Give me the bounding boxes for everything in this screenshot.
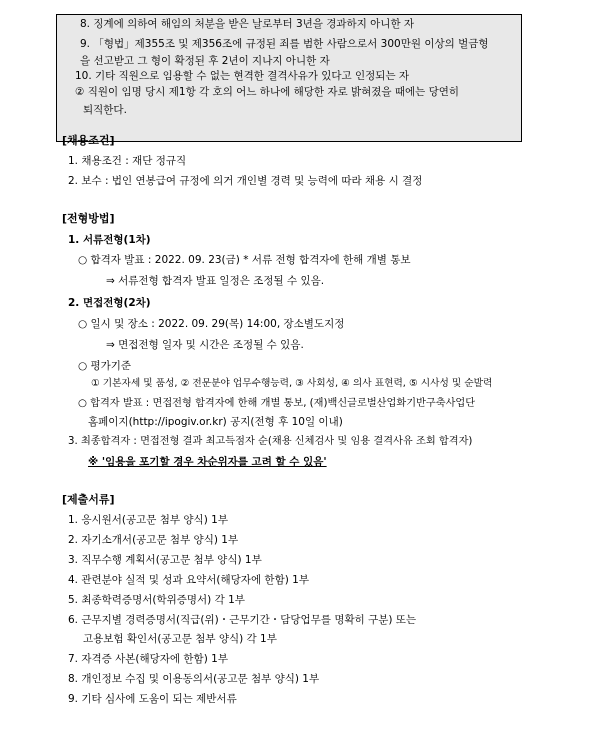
disqualification-note: ② 직원이 임명 당시 제1항 각 호의 어느 하나에 해당한 자로 밝혀졌을 때에는 당연히: [75, 86, 460, 98]
document-item-cont: 고용보험 확인서(공고문 첨부 양식) 각 1부: [83, 633, 277, 645]
employment-condition-item: 1. 채용조건 : 재단 정규직: [68, 155, 187, 167]
document-item: 3. 직무수행 계획서(공고문 첨부 양식) 1부: [68, 554, 262, 566]
document-item: 5. 최종학력증명서(학위증명서) 각 1부: [68, 594, 245, 606]
document-item: 1. 응시원서(공고문 첨부 양식) 1부: [68, 514, 228, 526]
selection-method-heading: [전형방법]: [62, 212, 115, 225]
final-candidate: 3. 최종합격자 : 면접전형 결과 최고득점자 순(채용 신체검사 및 임용 결격사유 조회 합격자): [68, 436, 473, 447]
interview-title: 2. 면접전형(2차): [68, 297, 151, 309]
disqualification-item-9: 9. 「형법」제355조 및 제356조에 규정된 죄를 범한 사람으로서 300만원 이상의 벌금형: [80, 38, 489, 50]
disqualification-note-cont: 퇴직한다.: [83, 104, 127, 116]
interview-schedule: ○ 일시 및 장소 : 2022. 09. 29(목) 14:00, 장소별도지정: [78, 318, 345, 330]
salary-item: 2. 보수 : 법인 연봉급여 규정에 의거 개인별 경력 및 능력에 따라 채용 시 결정: [68, 175, 423, 187]
evaluation-criteria-list: ① 기본자세 및 품성, ② 전문분야 업무수행능력, ③ 사회성, ④ 의사 표현력, ⑤ 시사성 및 순발력: [91, 378, 493, 389]
document-item: 9. 기타 심사에 도움이 되는 제반서류: [68, 693, 237, 705]
interview-result-cont: 홈페이지(http://ipogiv.or.kr) 공지(전형 후 10일 이내): [88, 416, 343, 428]
disqualification-item-10: 10. 기타 직원으로 임용할 수 없는 현격한 결격사유가 있다고 인정되는 자: [75, 70, 410, 82]
disqualification-item-8: 8. 징계에 의하여 해임의 처분을 받은 날로부터 3년을 경과하지 아니한 자: [80, 18, 415, 30]
document-screening-note: ⇒ 서류전형 합격자 발표 일정은 조정될 수 있음.: [106, 275, 325, 287]
employment-conditions-heading: [채용조건]: [62, 134, 115, 147]
document-item: 8. 개인정보 수집 및 이용동의서(공고문 첨부 양식) 1부: [68, 673, 320, 685]
interview-result: ○ 합격자 발표 : 면접전형 합격자에 한해 개별 통보, (재)백신글로벌산업화기반구축사업단: [78, 398, 476, 409]
document-screening-title: 1. 서류전형(1차): [68, 234, 151, 246]
document-item: 6. 근무지별 경력증명서(직급(위)・근무기간・담당업무를 명확히 구분) 또는: [68, 614, 417, 626]
interview-note: ⇒ 면접전형 일자 및 시간은 조정될 수 있음.: [106, 339, 304, 351]
documents-heading: [제출서류]: [62, 493, 115, 506]
final-notice: ※ '임용을 포기할 경우 차순위자를 고려 할 수 있음': [88, 456, 327, 468]
document-item: 7. 자격증 사본(해당자에 한함) 1부: [68, 653, 228, 665]
document-item: 4. 관련분야 실적 및 성과 요약서(해당자에 한함) 1부: [68, 574, 309, 586]
document-item: 2. 자기소개서(공고문 첨부 양식) 1부: [68, 534, 239, 546]
document-screening-result: ○ 합격자 발표 : 2022. 09. 23(금) * 서류 전형 합격자에 한해 개별 통보: [78, 254, 411, 266]
disqualification-item-9-cont: 을 선고받고 그 형이 확정된 후 2년이 지나지 아니한 자: [80, 55, 330, 67]
evaluation-criteria-label: ○ 평가기준: [78, 360, 132, 372]
